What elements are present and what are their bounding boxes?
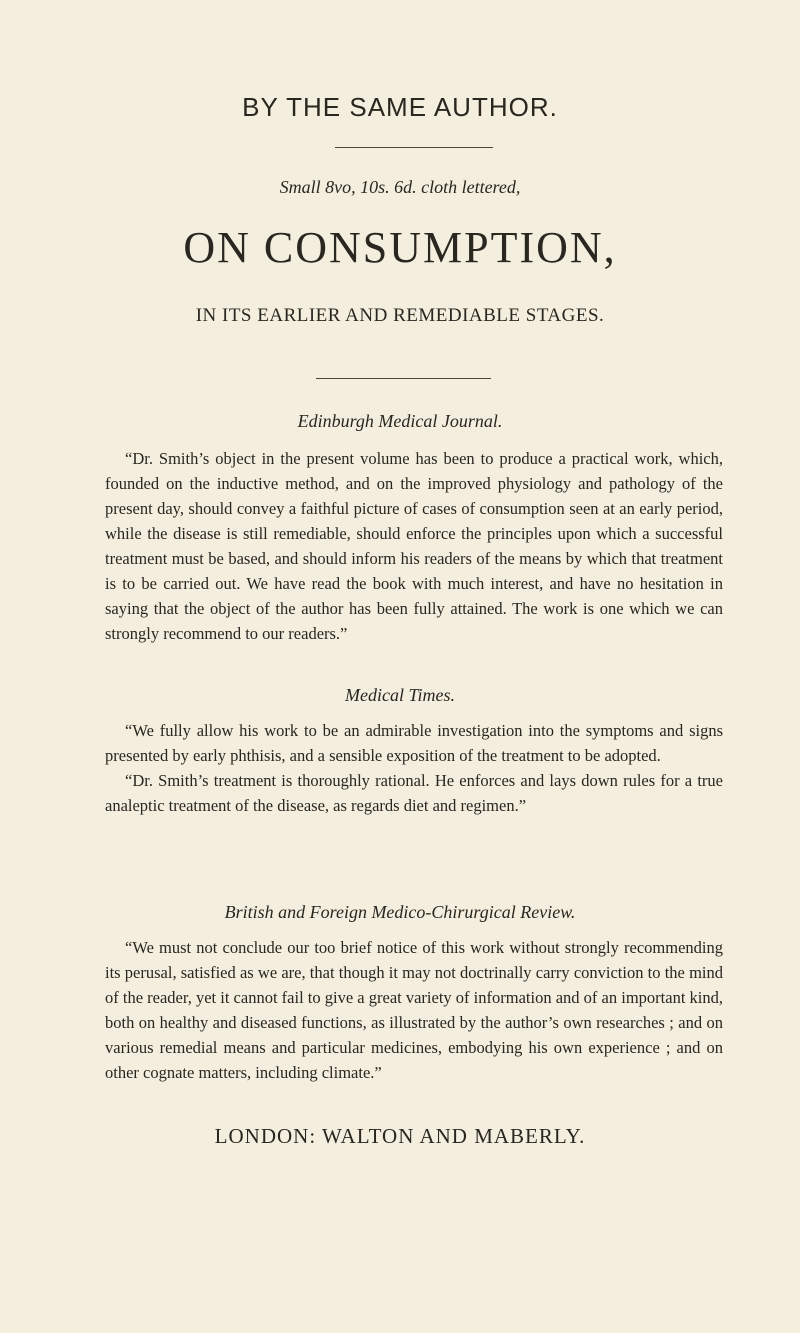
book-title: ON CONSUMPTION, (183, 223, 617, 272)
divider (316, 378, 491, 379)
review-paragraph: “We must not conclude our too brief notice of this work without strongly recommending its perusal, satisfied as we are, that though it may not doctrinally carry conviction to the mind of the reader, yet it cannot fail to give a great variety of information and of an important kind, both on healthy and diseased functions, as illustrated by the author’s own researches ; and on various remedial means and particular medicines, embodying his own experience ; and on other cognate matters, including climate.” (105, 938, 723, 1082)
book-format: Small 8vo, 10s. 6d. cloth lettered, (279, 177, 521, 197)
review-source-edinburgh: Edinburgh Medical Journal. (297, 411, 503, 431)
review-quote-medical-times (105, 718, 723, 818)
publisher-imprint: LONDON: WALTON AND MABERLY. (214, 1124, 586, 1148)
review-source-british-foreign: British and Foreign Medico-Chirurgical Review. (224, 902, 576, 922)
review-quote-british-foreign (105, 935, 723, 1085)
review-source-medical-times: Medical Times. (345, 685, 455, 705)
book-subtitle: IN ITS EARLIER AND REMEDIABLE STAGES. (195, 305, 605, 326)
review-paragraph: “We fully allow his work to be an admirable investigation into the symptoms and signs presented by early phthisis, and a sensible exposition of the treatment to be adopted. (105, 721, 723, 765)
review-paragraph: “Dr. Smith’s object in the present volume has been to produce a practical work, which, founded on the inductive method, and on the improved physiology and pathology of the present day, should convey a faithful picture of cases of consumption seen at an early period, while the disease is still remediable, should enforce the principles upon which a successful treatment must be based, and should inform his readers of the means by which that treatment is to be carried out. We have read the book with much interest, and have no hesitation in saying that the object of the author has been fully attained. The work is one which we can strongly recommend to our readers.” (105, 449, 723, 643)
review-quote-edinburgh (105, 446, 723, 646)
review-paragraph: “Dr. Smith’s treatment is thoroughly rational. He enforces and lays down rules for a true analeptic treatment of the disease, as regards diet and regimen.” (105, 771, 723, 815)
page-heading: BY THE SAME AUTHOR. (242, 92, 558, 122)
divider (335, 147, 493, 148)
